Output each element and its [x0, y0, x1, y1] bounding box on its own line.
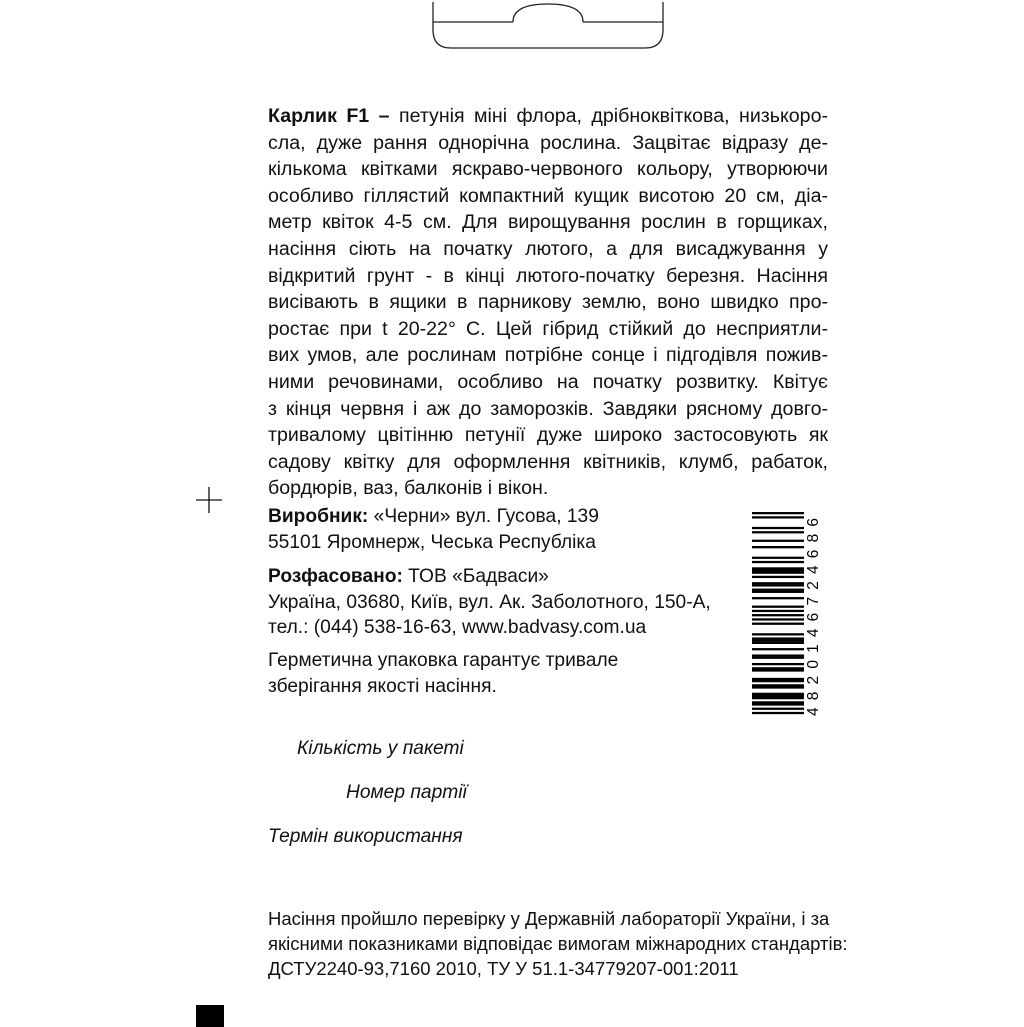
batch-number-label: Номер партії	[346, 782, 467, 803]
producer-info	[268, 504, 599, 555]
barcode-bar	[752, 597, 804, 599]
barcode-bar	[752, 569, 804, 571]
registration-mark-icon	[196, 487, 222, 513]
barcode-bar	[752, 572, 804, 574]
barcode-bar	[752, 531, 804, 533]
description-line: особливо гіллястий компактний кущик висотою 20 см, діа-	[268, 184, 828, 207]
producer-address: 55101 Яромнерж, Чеська Республіка	[268, 531, 596, 553]
packer-contacts: тел.: (044) 538-16-63, www.badvasy.com.ua	[268, 617, 647, 638]
description-line: садову квітку для оформлення квітників, клумб, рабаток,	[268, 450, 828, 473]
barcode-bar	[752, 614, 804, 616]
description-line: з кінця червня і аж до заморозків. Завдяки рясному довго-	[268, 397, 828, 420]
quantity-field-label: Кількість у пакеті	[297, 738, 464, 759]
description-line: відкритий грунт - в кінці лютого-початку березня. Насіння	[268, 264, 828, 287]
barcode-bar	[752, 684, 804, 686]
description-line-1: Карлик F1 – петунія міні флора, дрібноквіткова, низькоро-	[268, 105, 828, 127]
barcode-bar	[752, 657, 804, 659]
barcode-bar	[752, 567, 804, 569]
barcode-bar	[752, 557, 804, 559]
barcode-bar	[752, 527, 804, 529]
barcode-bar	[752, 540, 804, 542]
barcode-bar	[752, 589, 804, 591]
description-line: ростає при t 20-22° С. Цей гібрид стійкий до несприятли-	[268, 317, 828, 340]
barcode-digits: 4820146724686	[805, 518, 822, 716]
description-line: висівають в ящики в парникову землю, воно швидко про-	[268, 291, 828, 314]
barcode-bar	[752, 686, 804, 688]
barcode-bar	[752, 695, 804, 697]
description-line: бордюрів, ваз, балконів і вікон.	[268, 477, 549, 500]
barcode-bar	[752, 703, 804, 705]
description-line: вих умов, але рослинам потрібне сонце і підгодівля пожив-	[268, 344, 828, 367]
description-line: метр квіток 4-5 см. Для вирощування рослин в горщиках,	[268, 211, 828, 234]
cert-line: якісними показниками відповідає вимогам міжнародних стандартів:	[268, 933, 848, 954]
barcode-bar	[752, 637, 804, 639]
barcode-bar	[752, 708, 804, 710]
description-line: тривалому цвітінню петунії дуже широко застосовують як	[268, 424, 828, 447]
description-line: насіння сіють на початку лютого, а для висаджування у	[268, 237, 828, 260]
barcode-bar	[752, 663, 804, 665]
barcode-bar	[752, 591, 804, 593]
barcode-bar	[752, 623, 804, 625]
description-line: сла, дуже рання однорічна рослина. Зацвітає відразу де-	[268, 131, 828, 154]
barcode-bar	[752, 697, 804, 699]
packer-label: Розфасовано:	[268, 566, 403, 587]
barcode-bar	[752, 701, 804, 703]
barcode-bar	[752, 633, 804, 635]
barcode-bar	[752, 693, 804, 695]
storage-note	[268, 648, 618, 699]
barcode-bar	[752, 640, 804, 642]
barcode	[748, 510, 822, 716]
expiry-term-label: Термін використання	[268, 826, 463, 847]
packer-address: Україна, 03680, Київ, вул. Ак. Заболотного, 150-А,	[268, 591, 711, 613]
barcode-bar	[752, 642, 804, 644]
producer-label: Виробник:	[268, 506, 369, 527]
barcode-bar	[752, 648, 804, 650]
producer-line-1: Виробник: «Черни» вул. Гусова, 139	[268, 506, 599, 527]
packer-info	[268, 564, 711, 641]
barcode-bar	[752, 584, 804, 586]
cert-line: ДСТУ2240-93,7160 2010, ТУ У 51.1-34779207-001:2011	[268, 958, 739, 979]
barcode-bar	[752, 678, 804, 680]
barcode-bar	[752, 618, 804, 620]
barcode-bar	[752, 561, 804, 563]
note-line: зберігання якості насіння.	[268, 675, 497, 697]
hang-hole-outline	[415, 0, 681, 52]
barcode-bar	[752, 582, 804, 584]
barcode-bar	[752, 610, 804, 612]
barcode-bar	[752, 712, 804, 714]
barcode-bar	[752, 680, 804, 682]
barcode-bar	[752, 576, 804, 578]
description-line: ними речовинами, особливо на початку розвитку. Квітує	[268, 370, 828, 393]
barcode-bar	[752, 667, 804, 669]
description-line: кількома квітками яскраво-червоного кольору, утворюючи	[268, 158, 828, 181]
barcode-bar	[752, 546, 804, 548]
cert-line: Насіння пройшло перевірку у Державній лабораторії України, і за	[268, 908, 830, 929]
barcode-bar	[752, 512, 804, 514]
note-line: Герметична упаковка гарантує тривале	[268, 650, 619, 671]
packer-line-1: Розфасовано: ТОВ «Бадваси»	[268, 566, 549, 587]
barcode-bar	[752, 669, 804, 671]
barcode-bars	[752, 512, 804, 714]
barcode-bar	[752, 516, 804, 518]
product-description	[268, 103, 828, 502]
certification-text	[268, 906, 848, 981]
barcode-bar	[752, 654, 804, 656]
product-name: Карлик F1 –	[268, 105, 390, 127]
barcode-bar	[752, 606, 804, 608]
